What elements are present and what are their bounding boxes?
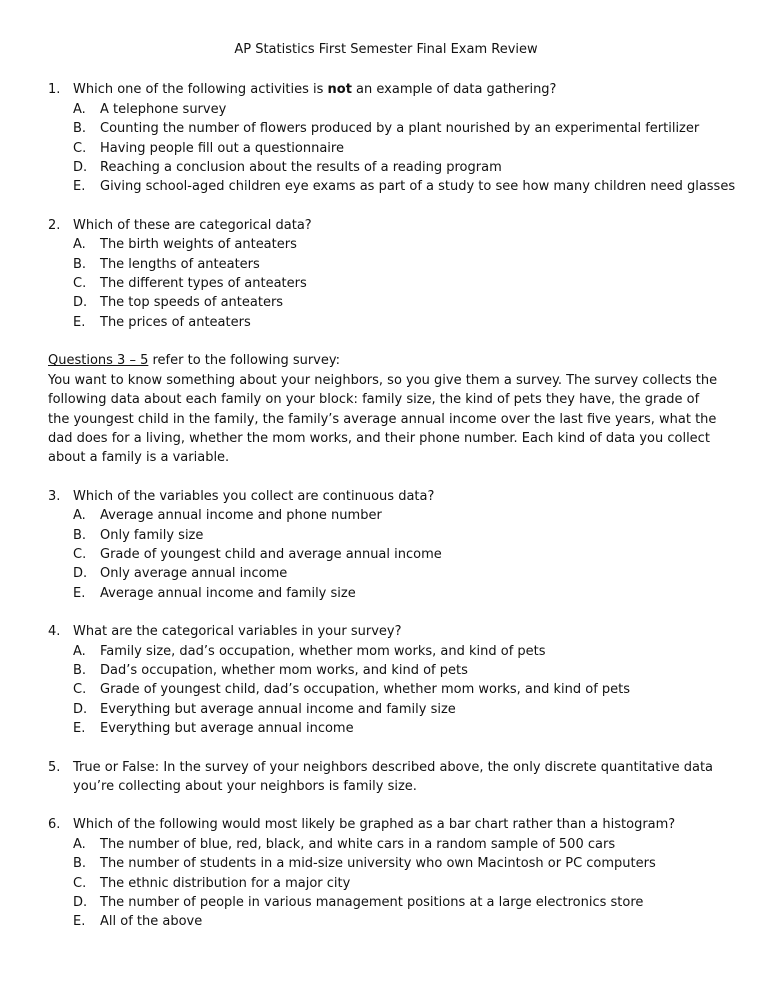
option-letter: C.: [73, 276, 87, 292]
option-text: All of the above: [100, 914, 203, 930]
page-title: AP Statistics First Semester Final Exam Review: [234, 42, 538, 57]
option-text: Family size, dad’s occupation, whether mom works, and kind of pets: [100, 643, 546, 659]
answer-option: [48, 564, 724, 583]
option-text: Counting the number of flowers produced by a plant nourished by an experimental fertilizer: [100, 121, 700, 137]
option-text: Average annual income and family size: [100, 585, 356, 601]
answer-option: [48, 313, 724, 332]
option-letter: C.: [73, 875, 87, 891]
question-number: 3.: [48, 488, 61, 504]
question-number: 4.: [48, 624, 61, 640]
option-letter: D.: [73, 895, 88, 911]
option-letter: C.: [73, 140, 87, 156]
answer-option: [48, 293, 724, 312]
question-text: [73, 80, 724, 99]
option-letter: C.: [73, 682, 87, 698]
option-text: The number of students in a mid-size university who own Macintosh or PC computers: [100, 856, 656, 872]
option-text: Only family size: [100, 527, 204, 543]
option-text: A telephone survey: [100, 101, 227, 117]
answer-options: [48, 835, 724, 932]
answer-options: [48, 506, 724, 603]
answer-option: [48, 177, 736, 196]
option-text: The lengths of anteaters: [100, 256, 260, 272]
option-letter: B.: [73, 256, 87, 272]
answer-options: [48, 642, 724, 739]
question-number: 2.: [48, 217, 61, 233]
survey-intro: [48, 351, 724, 467]
answer-option: [48, 255, 724, 274]
option-text: Everything but average annual income and family size: [100, 701, 456, 717]
answer-option: [48, 874, 724, 893]
intro-heading-rest: refer to the following survey:: [148, 353, 341, 369]
question-text-part: Which one of the following activities is: [73, 82, 328, 98]
option-letter: B.: [73, 856, 87, 872]
option-letter: B.: [73, 121, 87, 137]
answer-option: [48, 835, 724, 854]
option-text: Dad’s occupation, whether mom works, and kind of pets: [100, 662, 468, 678]
option-letter: A.: [73, 643, 86, 659]
option-text: Grade of youngest child, dad’s occupation, whether mom works, and kind of pets: [100, 682, 631, 698]
question-6: [48, 815, 724, 931]
option-letter: E.: [73, 179, 86, 195]
option-letter: E.: [73, 585, 86, 601]
option-letter: C.: [73, 546, 87, 562]
question-number: 5.: [48, 759, 61, 775]
question-1: [48, 80, 736, 196]
option-text: The top speeds of anteaters: [100, 295, 284, 311]
option-text: The number of blue, red, black, and white cars in a random sample of 500 cars: [100, 836, 616, 852]
answer-option: [48, 854, 724, 873]
question-emphasis: not: [327, 82, 352, 98]
answer-option: [48, 661, 724, 680]
answer-option: [48, 100, 724, 119]
option-letter: A.: [73, 508, 86, 524]
option-letter: E.: [73, 914, 86, 930]
option-text: Everything but average annual income: [100, 721, 354, 737]
option-letter: D.: [73, 701, 88, 717]
option-letter: D.: [73, 566, 88, 582]
option-text: Reaching a conclusion about the results of a reading program: [100, 160, 502, 176]
question-text: True or False: In the survey of your neighbors described above, the only discrete quantitative data you’re collecting about your neighbors is family size.: [73, 759, 714, 794]
option-letter: B.: [73, 662, 87, 678]
answer-option: [48, 642, 724, 661]
question-text: Which of these are categorical data?: [73, 217, 312, 233]
answer-options: [48, 235, 724, 332]
question-3: [48, 487, 724, 603]
question-number: 6.: [48, 817, 61, 833]
option-text: Giving school-aged children eye exams as part of a study to see how many children need glasses: [100, 179, 736, 195]
option-letter: A.: [73, 101, 86, 117]
option-text: Having people fill out a questionnaire: [100, 140, 344, 156]
answer-option: [48, 584, 724, 603]
option-text: The different types of anteaters: [100, 276, 307, 292]
option-letter: D.: [73, 295, 88, 311]
answer-option: [48, 893, 724, 912]
answer-option: [48, 274, 724, 293]
option-letter: E.: [73, 721, 86, 737]
intro-heading: Questions 3 – 5: [48, 353, 149, 369]
option-text: The ethnic distribution for a major city: [100, 875, 351, 891]
question-text: What are the categorical variables in your survey?: [73, 624, 402, 640]
option-text: Only average annual income: [100, 566, 288, 582]
question-text: Which of the following would most likely be graphed as a bar chart rather than a histogram?: [73, 817, 676, 833]
answer-option: [48, 700, 724, 719]
option-text: The birth weights of anteaters: [100, 237, 297, 253]
answer-option: [48, 506, 724, 525]
option-letter: E.: [73, 314, 86, 330]
answer-option: [48, 526, 724, 545]
question-text-part: an example of data gathering?: [351, 82, 557, 98]
option-text: Grade of youngest child and average annual income: [100, 546, 442, 562]
answer-options: [48, 100, 736, 197]
option-text: Average annual income and phone number: [100, 508, 382, 524]
answer-option: [48, 119, 724, 138]
question-number: 1.: [48, 82, 61, 98]
answer-option: [48, 680, 724, 699]
answer-option: [48, 158, 724, 177]
answer-option: [48, 719, 724, 738]
intro-heading-line: [48, 351, 724, 370]
option-letter: D.: [73, 160, 88, 176]
option-letter: A.: [73, 237, 86, 253]
option-letter: A.: [73, 836, 86, 852]
option-text: The prices of anteaters: [100, 314, 251, 330]
question-2: [48, 216, 724, 332]
intro-body: You want to know something about your neighbors, so you give them a survey. The survey collects the following data about each family on your block: family size, the kind of pets they have, the grade of the youngest child in the family, the family’s average annual income over the last five years, what the dad does for a living, whether the mom works, and their phone number. Each kind of data you collect about a family is a variable.: [48, 372, 718, 466]
answer-option: [48, 139, 724, 158]
answer-option: [48, 545, 724, 564]
answer-option: [48, 235, 724, 254]
option-text: The number of people in various management positions at a large electronics store: [100, 895, 644, 911]
answer-option: [48, 912, 724, 931]
question-text: Which of the variables you collect are continuous data?: [73, 488, 435, 504]
question-5: [48, 758, 724, 797]
option-letter: B.: [73, 527, 87, 543]
question-4: [48, 622, 724, 738]
